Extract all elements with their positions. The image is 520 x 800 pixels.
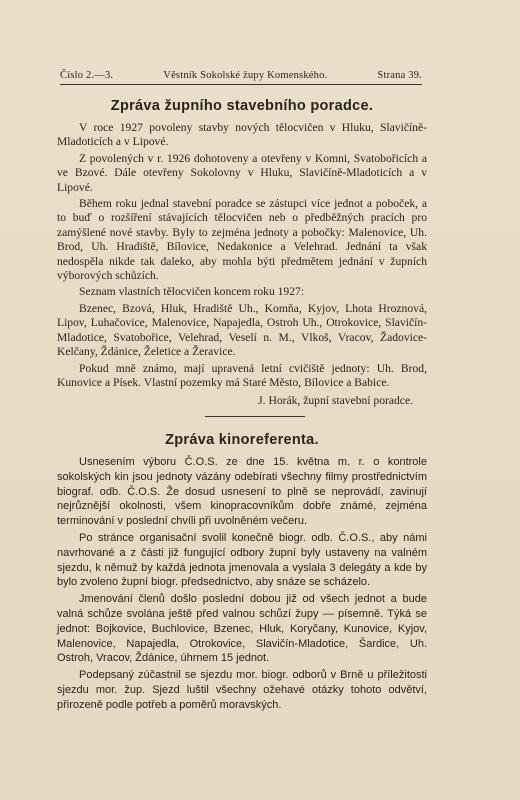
- section-divider: [205, 416, 305, 417]
- paragraph: V roce 1927 povoleny stavby nových tělocvičen v Hluku, Slavičíně-Mladoticích a v Lipové.: [57, 121, 427, 149]
- paragraph: Usnesením výboru Č.O.S. ze dne 15. května m. r. o kontrole sokolských kin jsou jednoty vázány odebírati všechny filmy prostřednictvím biograf. odb. Č.O.S. Že dosud usnesení to plně se neprovádí, zavinují nejrůznější okolnosti, všem kinopracovníkům dobře známé, zejména terminování v poslední chvíli při uvolněném večeru.: [57, 456, 427, 528]
- section-title: Zpráva kinoreferenta.: [165, 432, 319, 448]
- paragraph: Seznam vlastních tělocvičen koncem roku 1927:: [79, 285, 305, 299]
- paragraph: Bzenec, Bzová, Hluk, Hradiště Uh., Komňa, Kyjov, Lhota Hroznová, Lipov, Luhačovice, Malenovice, Napajedla, Ostroh Uh., Otrokovice, Slavičín-Mladotice, Svatobořice, Velehrad, Veselí n. M., Vlkoš, Vracov, Žadovice-Kelčany, Ždánice, Želetice a Žeravice.: [57, 301, 427, 359]
- section-building-advisor: [57, 98, 427, 407]
- paragraph: Z povolených v r. 1926 dohotoveny a otevřeny v Komni, Svatobořicích a ve Bzové. Dále otevřeny Sokolovny v Hluku, Slavičíně-Mladoticích a v Lipové.: [57, 151, 427, 194]
- signature: J. Horák, župní stavební poradce.: [258, 394, 413, 408]
- paragraph: Během roku jednal stavební poradce se zástupci více jednot a poboček, a to buď o rozšíření stávajících tělocvičen neb o předběžných pracích pro zamýšlené nové stavby. Byly to zejména jednoty a pobočky: Malenovice, Uh. Brod, Uh. Hradiště, Bílovice, Nedakonice a Velehrad. Jednání ta však nedospěla nikde tak daleko, aby mohla býti předmětem jednání v župních výborových schůzích.: [57, 197, 427, 283]
- paragraph: Podepsaný zúčastnil se sjezdu mor. biogr. odborů v Brně u příležitosti sjezdu mor. žup. Sjezd luštil všechny ožehavé otázky tohoto odvětví, přirozeně podle potřeb a poměrů moravských.: [57, 669, 427, 711]
- paragraph: Pokud mně známo, mají upravená letní cvičiště jednoty: Uh. Brod, Kunovice a Písek. Vlastní pozemky má Staré Město, Bílovice a Babice.: [57, 361, 427, 389]
- journal-title: Věstník Sokolské župy Komenského.: [163, 70, 328, 81]
- section-cinema-report: [57, 432, 427, 715]
- issue-number: Číslo 2.—3.: [60, 70, 114, 81]
- paragraph: Po stránce organisační svolil konečně biogr. odb. Č.O.S., aby námi navrhované a z části již fungující odbory župní byly ustaveny na valném sjezdu, k němuž by každá jednota jmenovala a vyslala 3 delegáty a kde by bylo zvoleno župní biogr. předsednictvo, aby snáze se scházelo.: [57, 531, 427, 589]
- running-header: [60, 70, 422, 85]
- page-number: Strana 39.: [377, 70, 422, 81]
- section-title: Zpráva župního stavebního poradce.: [110, 98, 374, 114]
- paragraph: Jmenování členů došlo poslední dobou již od všech jednot a bude valná schůze svolána ještě před valnou schůzí župy — písemně. Týká se jednot: Bojkovice, Buchlovice, Bzenec, Hluk, Koryčany, Kunovice, Kyjov, Malenovice, Napajedla, Otrokovice, Slavičín-Mladotice, Šardice, Uh. Ostroh, Vracov, Ždánice, úhrnem 15 jednot.: [57, 593, 427, 665]
